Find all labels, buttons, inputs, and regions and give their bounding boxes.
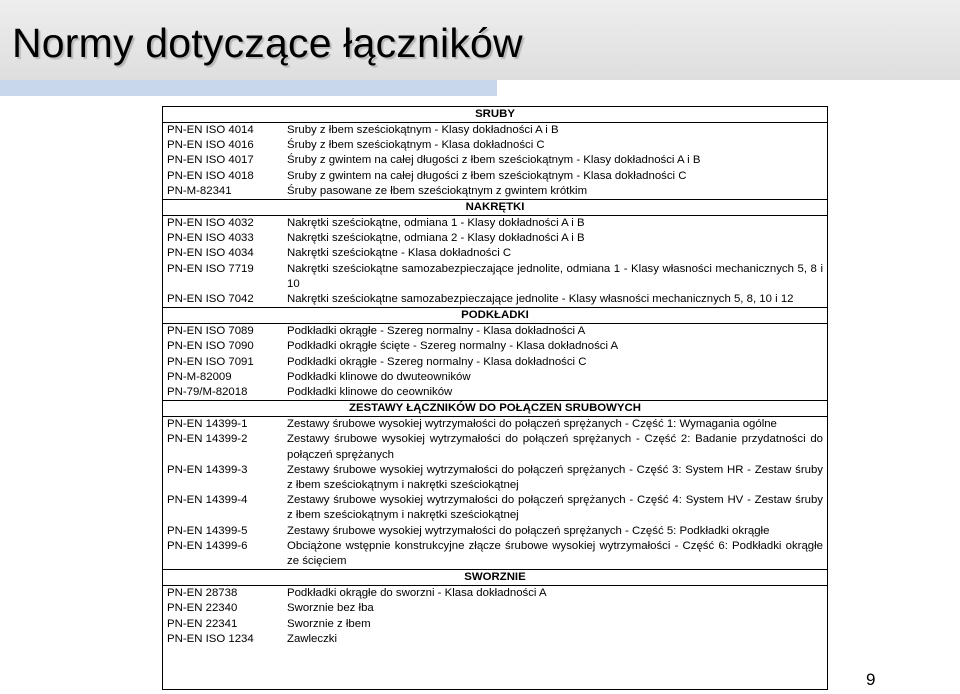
standard-description: Podkładki okrągłe - Szereg normalny - Klasa dokładności C bbox=[287, 355, 587, 368]
table-row bbox=[163, 417, 827, 433]
section-heading: SWORZNIE bbox=[163, 570, 827, 586]
standard-description: Zestawy śrubowe wysokiej wytrzymałości do połączeń sprężanych - Część 4: System HV - Zestaw śruby z łbem sześciokątnym i nakrętki sześciokątnej bbox=[287, 494, 823, 522]
slide-title: Normy dotyczące łączników bbox=[12, 20, 523, 66]
standard-code: PN-M-82009 bbox=[167, 370, 232, 383]
table-row bbox=[163, 355, 827, 370]
table-row bbox=[163, 586, 827, 602]
standard-code: PN-EN 14399-5 bbox=[167, 524, 248, 537]
standard-description: Sworznie bez łba bbox=[287, 602, 374, 615]
standard-description: Sruby z gwintem na całej długości z łbem sześciokątnym - Klasa dokładności C bbox=[287, 169, 687, 182]
section-header bbox=[163, 401, 827, 417]
standard-code: PN-EN 14399-4 bbox=[167, 494, 248, 507]
standard-code: PN-EN 22341 bbox=[167, 617, 238, 630]
table-row bbox=[163, 370, 827, 385]
table-row bbox=[163, 463, 827, 493]
section-header bbox=[163, 200, 827, 216]
standard-description: Podkładki klinowe do dwuteowników bbox=[287, 370, 471, 383]
standards-table-grid bbox=[163, 107, 827, 647]
table-row bbox=[163, 169, 827, 184]
table-row bbox=[163, 292, 827, 308]
accent-bar bbox=[0, 80, 497, 96]
standard-description: Podkładki okrągłe ścięte - Szereg normalny - Klasa dokładności A bbox=[287, 340, 619, 353]
table-row bbox=[163, 153, 827, 168]
standard-code: PN-EN ISO 4033 bbox=[167, 232, 254, 245]
title-bar bbox=[0, 0, 960, 80]
standard-description: Śruby pasowane ze łbem sześciokątnym z gwintem krótkim bbox=[287, 184, 588, 197]
section-header bbox=[163, 107, 827, 123]
section-heading: PODKŁADKI bbox=[163, 308, 827, 324]
standard-code: PN-EN ISO 4034 bbox=[167, 247, 254, 260]
table-row bbox=[163, 493, 827, 523]
page-number: 9 bbox=[866, 670, 876, 689]
standard-code: PN-EN ISO 7089 bbox=[167, 325, 254, 338]
standard-description: Zawleczki bbox=[287, 632, 338, 645]
table-row bbox=[163, 262, 827, 292]
standard-description: Obciążone wstępnie konstrukcyjne złącze śrubowe wysokiej wytrzymałości - Część 6: Podkładki okrągłe ze ścięciem bbox=[287, 539, 823, 568]
standards-table bbox=[162, 106, 828, 690]
standard-description: Nakrętki sześciokątne, odmiana 1 - Klasy dokładności A i B bbox=[287, 217, 585, 230]
table-row bbox=[163, 138, 827, 153]
standard-code: PN-EN ISO 1234 bbox=[167, 632, 254, 645]
standard-code: PN-M-82341 bbox=[167, 184, 232, 197]
section-heading: ZESTAWY ŁĄCZNIKÓW DO POŁĄCZEN SRUBOWYCH bbox=[163, 401, 827, 417]
standard-code: PN-EN ISO 4017 bbox=[167, 154, 254, 167]
table-row bbox=[163, 324, 827, 340]
table-row bbox=[163, 432, 827, 462]
standard-description: Sruby z łbem sześciokątnym - Klasy dokładności A i B bbox=[287, 124, 559, 136]
standard-code: PN-EN ISO 4032 bbox=[167, 217, 254, 230]
table-row bbox=[163, 617, 827, 632]
table-row bbox=[163, 601, 827, 616]
section-header bbox=[163, 570, 827, 586]
standard-code: PN-EN 28738 bbox=[167, 587, 238, 600]
standard-description: Nakrętki sześciokątne - Klasa dokładności C bbox=[287, 247, 512, 260]
standard-code: PN-EN ISO 7091 bbox=[167, 355, 254, 368]
standard-description: Śruby z łbem sześciokątnym - Klasa dokładności C bbox=[287, 139, 545, 152]
standard-code: PN-EN ISO 4014 bbox=[167, 124, 254, 136]
standard-code: PN-EN ISO 4018 bbox=[167, 169, 254, 182]
standard-description: Nakrętki sześciokątne, odmiana 2 - Klasy dokładności A i B bbox=[287, 232, 585, 245]
table-row bbox=[163, 216, 827, 232]
section-header bbox=[163, 308, 827, 324]
standard-description: Podkładki klinowe do ceowników bbox=[287, 386, 453, 399]
standard-description: Zestawy śrubowe wysokiej wytrzymałości do połączeń sprężanych - Część 1: Wymagania ogólne bbox=[287, 418, 777, 431]
standard-code: PN-EN 14399-2 bbox=[167, 433, 248, 446]
table-row bbox=[163, 123, 827, 139]
standard-code: PN-EN 14399-3 bbox=[167, 463, 248, 476]
table-row bbox=[163, 632, 827, 647]
standard-code: PN-EN ISO 7719 bbox=[167, 262, 254, 275]
standard-description: Podkładki okrągłe - Szereg normalny - Klasa dokładności A bbox=[287, 325, 586, 338]
table-row bbox=[163, 231, 827, 246]
standard-description: Zestawy śrubowe wysokiej wytrzymałości do połączeń sprężanych - Część 5: Podkładki okrągłe bbox=[287, 524, 770, 537]
standard-description: Śruby z gwintem na całej długości z łbem sześciokątnym - Klasy dokładności A i B bbox=[287, 154, 701, 167]
standard-code: PN-EN ISO 7090 bbox=[167, 340, 254, 353]
table-row bbox=[163, 184, 827, 200]
standard-description: Podkładki okrągłe do sworzni - Klasa dokładności A bbox=[287, 587, 547, 600]
table-row bbox=[163, 539, 827, 570]
standard-description: Sworznie z łbem bbox=[287, 617, 371, 630]
table-row bbox=[163, 524, 827, 539]
standard-code: PN-EN 22340 bbox=[167, 602, 238, 615]
standard-description: Zestawy śrubowe wysokiej wytrzymałości do połączeń sprężanych - Część 2: Badanie przydatności do połączeń sprężanych bbox=[287, 433, 823, 461]
standard-description: Zestawy śrubowe wysokiej wytrzymałości do połączeń sprężanych - Część 3: System HR - Zestaw śruby z łbem sześciokątnym i nakrętki sześciokątnej bbox=[287, 463, 823, 492]
standard-code: PN-EN ISO 4016 bbox=[167, 139, 254, 152]
standard-code: PN-EN 14399-6 bbox=[167, 539, 248, 552]
table-row bbox=[163, 246, 827, 261]
table-row bbox=[163, 385, 827, 401]
section-heading: NAKRĘTKI bbox=[163, 200, 827, 216]
standard-description: Nakrętki sześciokątne samozabezpieczające jednolite, odmiana 1 - Klasy własności mechanicznych 5, 8 i 10 bbox=[287, 262, 823, 290]
standard-code: PN-EN 14399-1 bbox=[167, 418, 248, 431]
standard-code: PN-79/M-82018 bbox=[167, 386, 248, 399]
standard-description: Nakrętki sześciokątne samozabezpieczające jednolite - Klasy własności mechanicznych 5, 8, 10 i 12 bbox=[287, 293, 794, 306]
standard-code: PN-EN ISO 7042 bbox=[167, 293, 254, 306]
section-heading: SRUBY bbox=[163, 107, 827, 123]
table-row bbox=[163, 339, 827, 354]
